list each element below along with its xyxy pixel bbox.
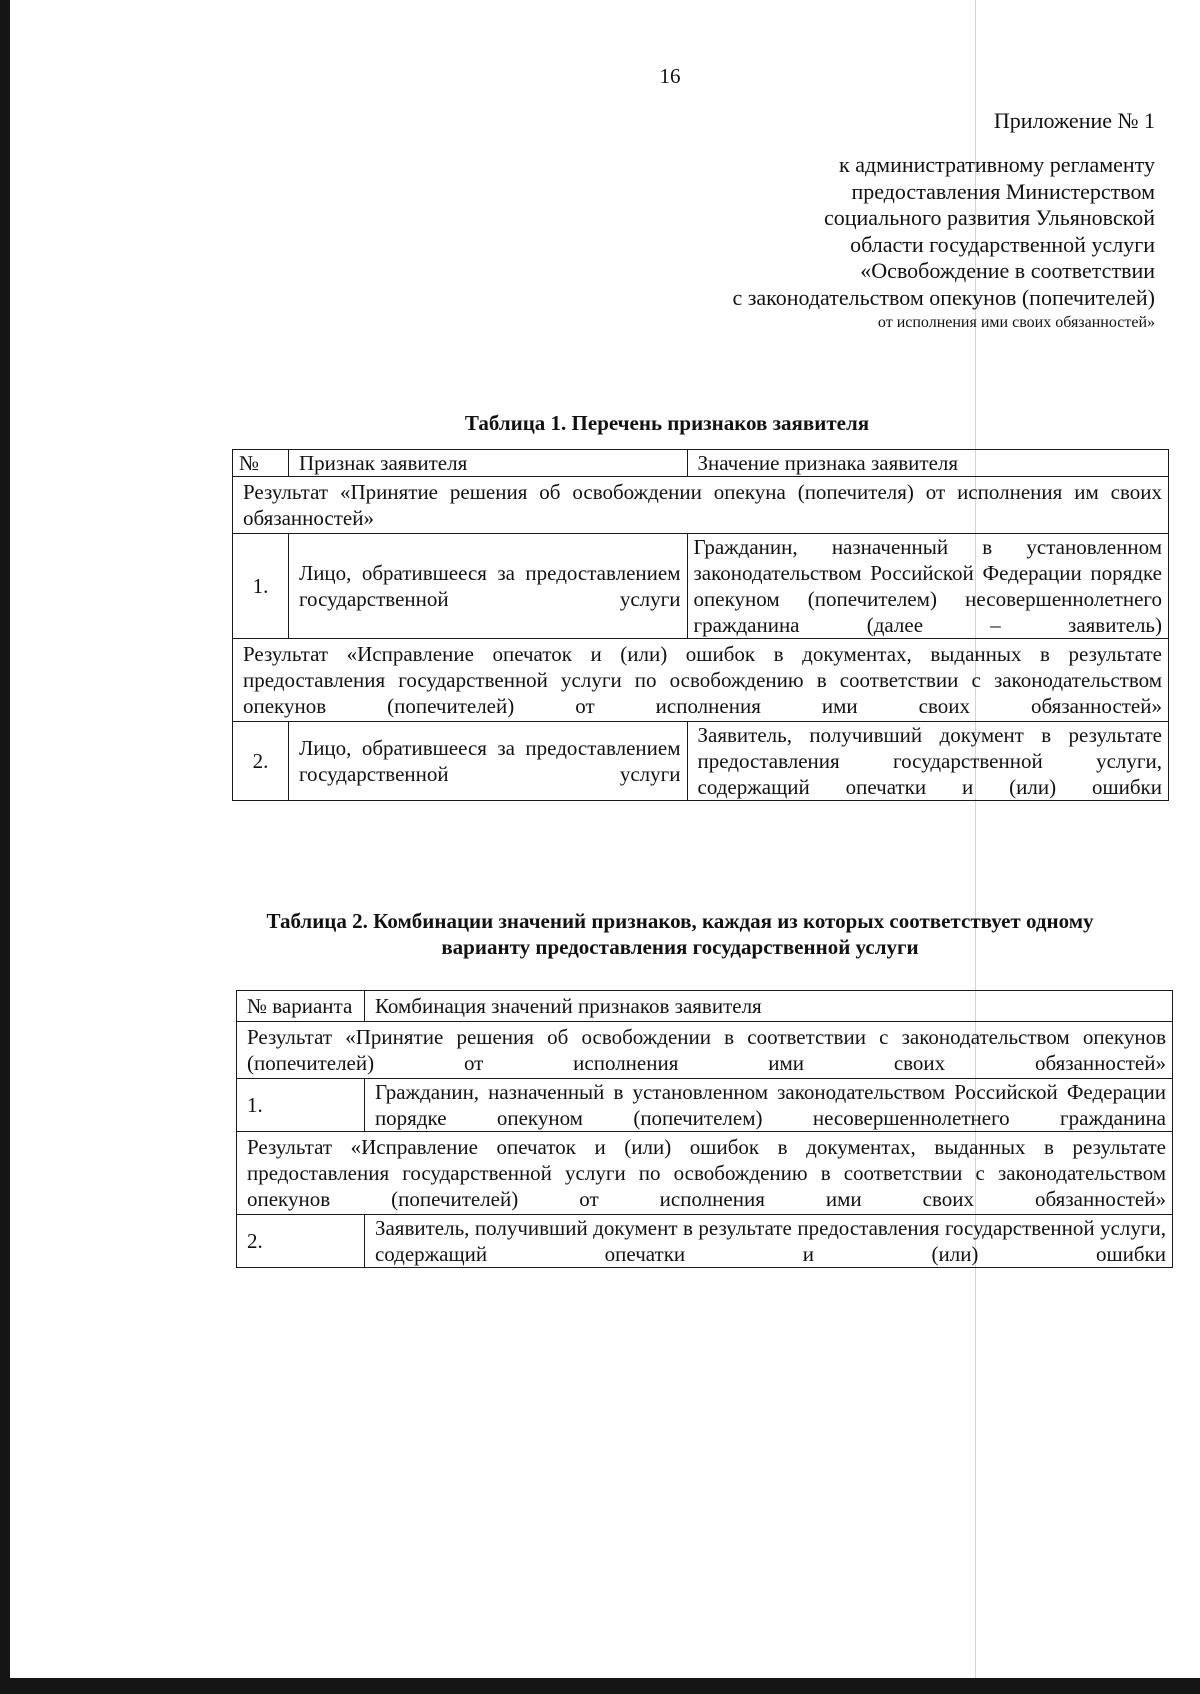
table2-title (180, 908, 1180, 960)
row-num: 1. (237, 1079, 365, 1132)
result-row (233, 477, 1169, 534)
table-header-row (233, 450, 1169, 477)
result-text: Результат «Исправление опечаток и (или) ошибок в документах, выданных в результате предоставления государственной услуги по освобождению в соответствии с законодательством опекунов (попечителей) от исполнения ими своих обязанностей» (233, 639, 1169, 722)
appendix-line: предоставления Министерством (851, 178, 1155, 204)
table2-title-line: Таблица 2. Комбинации значений признаков, каждая из которых соответствует одному (266, 909, 1094, 933)
variant-combinations-table (236, 990, 1173, 1268)
row-num: 2. (237, 1215, 365, 1268)
table-row (233, 722, 1169, 801)
appendix-line: социального развития Ульяновской (823, 205, 1155, 230)
appendix-line: с законодательством опекунов (попечителей) (732, 284, 1155, 310)
appendix-line: области государственной услуги (850, 231, 1155, 257)
header-num: № (233, 450, 289, 477)
row-num: 2. (233, 722, 289, 801)
row-attribute: Лицо, обратившееся за предоставлением государственной услуги (288, 722, 687, 801)
row-value: Заявитель, получивший документ в результате предоставления государственной услуги, содержащий опечатки и (или) ошибки (687, 722, 1168, 801)
header-variant-num: № варианта (237, 991, 365, 1022)
row-attribute: Лицо, обратившееся за предоставлением государственной услуги (288, 534, 687, 639)
header-combination: Комбинация значений признаков заявителя (364, 991, 1172, 1022)
table-header-row (237, 991, 1173, 1022)
result-row (237, 1022, 1173, 1079)
appendix-line: «Освобождение в соответствии (860, 258, 1155, 283)
table1-title: Таблица 1. Перечень признаков заявителя (464, 411, 870, 435)
page-number: 16 (659, 64, 681, 88)
result-text: Результат «Принятие решения об освобождении опекуна (попечителя) от исполнения им своих обязанностей» (233, 477, 1169, 534)
result-row (237, 1132, 1173, 1215)
appendix-line: к административному регламенту (839, 152, 1155, 177)
appendix-reference (455, 152, 1155, 335)
applicant-attributes-table (232, 449, 1169, 801)
table2-title-line: варианту предоставления государственной услуги (441, 935, 919, 959)
table-row (233, 534, 1169, 639)
appendix-line: от исполнения ими своих обязанностей» (877, 314, 1155, 331)
scan-left-edge (0, 0, 10, 1694)
result-text: Результат «Принятие решения об освобождении в соответствии с законодательством опекунов (попечителей) от исполнения ими своих обязанностей» (237, 1022, 1173, 1079)
header-attribute: Признак заявителя (288, 450, 687, 477)
header-value: Значение признака заявителя (687, 450, 1168, 477)
result-text: Результат «Исправление опечаток и (или) ошибок в документах, выданных в результате предоставления государственной услуги по освобождению в соответствии с законодательством опекунов (попечителей) от исполнения ими своих обязанностей» (237, 1132, 1173, 1215)
appendix-title: Приложение № 1 (993, 108, 1155, 133)
result-row (233, 639, 1169, 722)
row-combination: Гражданин, назначенный в установленном законодательством Российской Федерации порядке опекуном (попечителем) несовершеннолетнего гражданина (364, 1079, 1172, 1132)
table-row (237, 1079, 1173, 1132)
row-value: Гражданин, назначенный в установленном законодательством Российской Федерации порядке опекуном (попечителем) несовершеннолетнего гражданина (далее – заявитель) (687, 534, 1168, 639)
row-combination: Заявитель, получивший документ в результате предоставления государственной услуги, содержащий опечатки и (или) ошибки (364, 1215, 1172, 1268)
scan-bottom-edge (0, 1678, 1200, 1694)
row-num: 1. (233, 534, 289, 639)
table-row (237, 1215, 1173, 1268)
